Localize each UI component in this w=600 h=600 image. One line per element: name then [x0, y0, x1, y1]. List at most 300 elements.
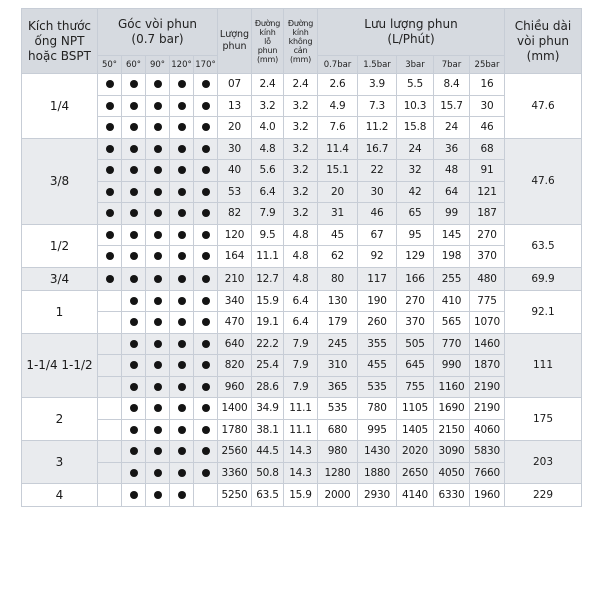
free-passage-cell: 3.2	[284, 203, 318, 225]
nozzle-length-cell: 47.6	[505, 138, 582, 224]
flow-cell: 166	[397, 267, 434, 290]
free-passage-cell: 7.9	[284, 376, 318, 398]
pressure-7-header: 7bar	[434, 56, 470, 74]
flow-cell: 780	[358, 398, 397, 420]
code-cell: 20	[218, 117, 252, 139]
angle-cell	[170, 181, 194, 203]
free-passage-cell: 11.1	[284, 398, 318, 420]
angle-cell	[194, 312, 218, 334]
flow-cell: 64	[434, 181, 470, 203]
flow-cell: 2.6	[318, 74, 358, 96]
angle-cell	[98, 160, 122, 182]
flow-cell: 1280	[318, 462, 358, 484]
flow-cell: 990	[434, 355, 470, 377]
angle-cell	[194, 117, 218, 139]
table-row	[22, 290, 582, 312]
filled-dot-icon	[178, 318, 186, 326]
nozzle-length-cell: 63.5	[505, 224, 582, 267]
filled-dot-icon	[178, 297, 186, 305]
filled-dot-icon	[202, 469, 210, 477]
filled-dot-icon	[130, 318, 138, 326]
angle-cell	[170, 290, 194, 312]
flow-cell: 565	[434, 312, 470, 334]
code-cell: 40	[218, 160, 252, 182]
free-passage-cell: 4.8	[284, 267, 318, 290]
angle-60-header: 60°	[122, 56, 146, 74]
angle-cell	[146, 181, 170, 203]
angle-cell	[170, 224, 194, 246]
angle-cell	[146, 419, 170, 441]
orifice-cell: 12.7	[252, 267, 284, 290]
filled-dot-icon	[202, 404, 210, 412]
code-header: Lượng phun	[218, 9, 252, 74]
filled-dot-icon	[130, 297, 138, 305]
free-passage-cell: 6.4	[284, 290, 318, 312]
filled-dot-icon	[106, 80, 114, 88]
orifice-cell: 5.6	[252, 160, 284, 182]
angle-cell	[170, 484, 194, 507]
filled-dot-icon	[106, 209, 114, 217]
free-passage-cell: 11.1	[284, 419, 318, 441]
flow-cell: 4.9	[318, 95, 358, 117]
flow-cell: 365	[318, 376, 358, 398]
filled-dot-icon	[178, 166, 186, 174]
flow-cell: 2190	[470, 398, 505, 420]
flow-cell: 260	[358, 312, 397, 334]
angle-cell	[194, 419, 218, 441]
angle-cell	[194, 160, 218, 182]
filled-dot-icon	[154, 209, 162, 217]
flow-cell: 1105	[397, 398, 434, 420]
flow-cell: 30	[470, 95, 505, 117]
angle-cell	[170, 203, 194, 225]
filled-dot-icon	[154, 297, 162, 305]
flow-cell: 355	[358, 333, 397, 355]
filled-dot-icon	[130, 404, 138, 412]
table-row	[22, 160, 582, 182]
angle-cell	[170, 398, 194, 420]
table-row	[22, 74, 582, 96]
nozzle-length-cell: 229	[505, 484, 582, 507]
flow-cell: 198	[434, 246, 470, 268]
angle-cell	[122, 290, 146, 312]
flow-cell: 2000	[318, 484, 358, 507]
angle-cell	[122, 95, 146, 117]
flow-cell: 145	[434, 224, 470, 246]
angle-cell	[122, 441, 146, 463]
flow-cell: 2930	[358, 484, 397, 507]
flow-cell: 80	[318, 267, 358, 290]
filled-dot-icon	[178, 209, 186, 217]
filled-dot-icon	[154, 145, 162, 153]
flow-header: Lưu lượng phun (L/Phút)	[318, 9, 505, 56]
flow-cell: 36	[434, 138, 470, 160]
filled-dot-icon	[130, 447, 138, 455]
flow-cell: 32	[397, 160, 434, 182]
free-passage-cell: 3.2	[284, 138, 318, 160]
flow-cell: 4050	[434, 462, 470, 484]
flow-cell: 46	[470, 117, 505, 139]
nozzle-length-cell: 69.9	[505, 267, 582, 290]
angle-cell	[98, 117, 122, 139]
filled-dot-icon	[178, 383, 186, 391]
flow-cell: 680	[318, 419, 358, 441]
free-passage-cell: 7.9	[284, 355, 318, 377]
flow-cell: 4060	[470, 419, 505, 441]
table-row	[22, 117, 582, 139]
flow-cell: 410	[434, 290, 470, 312]
angle-cell	[194, 462, 218, 484]
pressure-07-header: 0.7bar	[318, 56, 358, 74]
angle-cell	[122, 160, 146, 182]
orifice-cell: 4.0	[252, 117, 284, 139]
flow-cell: 3090	[434, 441, 470, 463]
angle-cell	[170, 419, 194, 441]
flow-cell: 370	[470, 246, 505, 268]
code-cell: 53	[218, 181, 252, 203]
code-cell: 07	[218, 74, 252, 96]
table-row	[22, 419, 582, 441]
flow-cell: 91	[470, 160, 505, 182]
angle-cell	[98, 398, 122, 420]
pressure-25-header: 25bar	[470, 56, 505, 74]
pipe-size-cell: 3/4	[22, 267, 98, 290]
pipe-size-cell: 3/8	[22, 138, 98, 224]
filled-dot-icon	[154, 383, 162, 391]
filled-dot-icon	[202, 123, 210, 131]
free-passage-cell: 3.2	[284, 160, 318, 182]
filled-dot-icon	[130, 252, 138, 260]
code-cell: 820	[218, 355, 252, 377]
angle-cell	[194, 398, 218, 420]
angle-cell	[194, 224, 218, 246]
angle-cell	[194, 74, 218, 96]
code-cell: 30	[218, 138, 252, 160]
flow-cell: 370	[397, 312, 434, 334]
angle-120-header: 120°	[170, 56, 194, 74]
filled-dot-icon	[178, 123, 186, 131]
orifice-cell: 2.4	[252, 74, 284, 96]
nozzle-length-cell: 175	[505, 398, 582, 441]
nozzle-spec-table	[21, 8, 582, 507]
flow-cell: 1690	[434, 398, 470, 420]
filled-dot-icon	[178, 188, 186, 196]
angle-cell	[170, 333, 194, 355]
nozzle-length-cell: 92.1	[505, 290, 582, 333]
angle-cell	[98, 224, 122, 246]
nozzle-length-cell: 111	[505, 333, 582, 398]
table-row	[22, 484, 582, 507]
code-cell: 120	[218, 224, 252, 246]
flow-cell: 11.4	[318, 138, 358, 160]
orifice-cell: 28.6	[252, 376, 284, 398]
angle-cell	[146, 333, 170, 355]
flow-cell: 645	[397, 355, 434, 377]
orifice-header: Đường kính lỗ phun (mm)	[252, 9, 284, 74]
filled-dot-icon	[130, 188, 138, 196]
pressure-3-header: 3bar	[397, 56, 434, 74]
angle-cell	[146, 376, 170, 398]
filled-dot-icon	[178, 340, 186, 348]
flow-cell: 8.4	[434, 74, 470, 96]
angle-cell	[146, 160, 170, 182]
filled-dot-icon	[202, 80, 210, 88]
flow-cell: 16.7	[358, 138, 397, 160]
free-passage-cell: 3.2	[284, 181, 318, 203]
flow-cell: 187	[470, 203, 505, 225]
filled-dot-icon	[202, 231, 210, 239]
flow-cell: 15.1	[318, 160, 358, 182]
flow-cell: 15.7	[434, 95, 470, 117]
angle-cell	[98, 203, 122, 225]
orifice-cell: 44.5	[252, 441, 284, 463]
filled-dot-icon	[178, 102, 186, 110]
filled-dot-icon	[154, 123, 162, 131]
flow-cell: 20	[318, 181, 358, 203]
filled-dot-icon	[202, 145, 210, 153]
flow-cell: 775	[470, 290, 505, 312]
angle-cell	[146, 203, 170, 225]
filled-dot-icon	[178, 80, 186, 88]
filled-dot-icon	[202, 361, 210, 369]
filled-dot-icon	[154, 447, 162, 455]
angle-cell	[98, 290, 122, 312]
flow-cell: 117	[358, 267, 397, 290]
filled-dot-icon	[154, 318, 162, 326]
filled-dot-icon	[202, 426, 210, 434]
angle-cell	[194, 290, 218, 312]
flow-cell: 755	[397, 376, 434, 398]
code-cell: 5250	[218, 484, 252, 507]
filled-dot-icon	[106, 123, 114, 131]
flow-cell: 1880	[358, 462, 397, 484]
angle-cell	[194, 181, 218, 203]
angle-cell	[122, 74, 146, 96]
angle-cell	[194, 355, 218, 377]
angle-cell	[170, 117, 194, 139]
length-header: Chiều dài vòi phun (mm)	[505, 9, 582, 74]
angle-cell	[122, 138, 146, 160]
orifice-cell: 50.8	[252, 462, 284, 484]
filled-dot-icon	[202, 383, 210, 391]
pipe-size-cell: 3	[22, 441, 98, 484]
angle-cell	[98, 462, 122, 484]
filled-dot-icon	[202, 102, 210, 110]
angle-cell	[146, 74, 170, 96]
flow-cell: 1460	[470, 333, 505, 355]
table-row	[22, 312, 582, 334]
code-cell: 210	[218, 267, 252, 290]
filled-dot-icon	[106, 166, 114, 174]
free-passage-cell: 15.9	[284, 484, 318, 507]
filled-dot-icon	[130, 102, 138, 110]
angle-cell	[98, 181, 122, 203]
flow-cell: 770	[434, 333, 470, 355]
angle-cell	[146, 267, 170, 290]
code-cell: 640	[218, 333, 252, 355]
flow-cell: 270	[397, 290, 434, 312]
filled-dot-icon	[130, 166, 138, 174]
angle-cell	[146, 312, 170, 334]
flow-cell: 245	[318, 333, 358, 355]
flow-cell: 5830	[470, 441, 505, 463]
pipe-size-cell: 1/4	[22, 74, 98, 139]
angle-cell	[146, 484, 170, 507]
filled-dot-icon	[178, 404, 186, 412]
filled-dot-icon	[154, 426, 162, 434]
filled-dot-icon	[154, 404, 162, 412]
flow-cell: 121	[470, 181, 505, 203]
flow-cell: 45	[318, 224, 358, 246]
flow-cell: 310	[318, 355, 358, 377]
angle-cell	[146, 95, 170, 117]
angle-cell	[98, 484, 122, 507]
free-passage-cell: 14.3	[284, 462, 318, 484]
flow-cell: 42	[397, 181, 434, 203]
flow-cell: 270	[470, 224, 505, 246]
filled-dot-icon	[178, 469, 186, 477]
table-row	[22, 138, 582, 160]
filled-dot-icon	[130, 209, 138, 217]
filled-dot-icon	[130, 361, 138, 369]
flow-cell: 16	[470, 74, 505, 96]
angle-cell	[98, 138, 122, 160]
filled-dot-icon	[202, 166, 210, 174]
filled-dot-icon	[130, 275, 138, 283]
table-row	[22, 398, 582, 420]
free-passage-cell: 3.2	[284, 117, 318, 139]
angle-cell	[194, 138, 218, 160]
angle-cell	[146, 290, 170, 312]
angle-cell	[122, 203, 146, 225]
angle-header: Góc vòi phun (0.7 bar)	[98, 9, 218, 56]
code-cell: 82	[218, 203, 252, 225]
filled-dot-icon	[202, 340, 210, 348]
filled-dot-icon	[154, 491, 162, 499]
angle-cell	[146, 224, 170, 246]
orifice-cell: 25.4	[252, 355, 284, 377]
filled-dot-icon	[130, 123, 138, 131]
pressure-15-header: 1.5bar	[358, 56, 397, 74]
angle-cell	[146, 246, 170, 268]
table-row	[22, 355, 582, 377]
flow-cell: 31	[318, 203, 358, 225]
flow-cell: 1070	[470, 312, 505, 334]
angle-cell	[170, 246, 194, 268]
angle-cell	[98, 267, 122, 290]
code-cell: 3360	[218, 462, 252, 484]
table-body	[22, 74, 582, 507]
free-passage-header: Đường kính không cản (mm)	[284, 9, 318, 74]
filled-dot-icon	[106, 231, 114, 239]
orifice-cell: 15.9	[252, 290, 284, 312]
table-row	[22, 224, 582, 246]
flow-cell: 48	[434, 160, 470, 182]
angle-cell	[98, 441, 122, 463]
angle-cell	[146, 138, 170, 160]
flow-cell: 46	[358, 203, 397, 225]
angle-cell	[122, 312, 146, 334]
flow-cell: 10.3	[397, 95, 434, 117]
table-row	[22, 246, 582, 268]
orifice-cell: 34.9	[252, 398, 284, 420]
angle-cell	[122, 333, 146, 355]
free-passage-cell: 6.4	[284, 312, 318, 334]
angle-cell	[122, 398, 146, 420]
flow-cell: 7.3	[358, 95, 397, 117]
angle-cell	[122, 462, 146, 484]
pipe-size-cell: 1-1/4 1-1/2	[22, 333, 98, 398]
angle-cell	[122, 246, 146, 268]
angle-cell	[122, 224, 146, 246]
flow-cell: 24	[397, 138, 434, 160]
flow-cell: 130	[318, 290, 358, 312]
flow-cell: 480	[470, 267, 505, 290]
flow-cell: 68	[470, 138, 505, 160]
code-cell: 1780	[218, 419, 252, 441]
flow-cell: 179	[318, 312, 358, 334]
size-header: Kích thước ống NPT hoặc BSPT	[22, 9, 98, 74]
table-row	[22, 333, 582, 355]
filled-dot-icon	[130, 426, 138, 434]
flow-cell: 7.6	[318, 117, 358, 139]
angle-cell	[146, 117, 170, 139]
orifice-cell: 4.8	[252, 138, 284, 160]
flow-cell: 15.8	[397, 117, 434, 139]
code-cell: 340	[218, 290, 252, 312]
angle-cell	[194, 484, 218, 507]
angle-cell	[98, 376, 122, 398]
filled-dot-icon	[202, 275, 210, 283]
angle-cell	[194, 246, 218, 268]
filled-dot-icon	[106, 102, 114, 110]
pipe-size-cell: 1/2	[22, 224, 98, 267]
orifice-cell: 19.1	[252, 312, 284, 334]
orifice-cell: 22.2	[252, 333, 284, 355]
angle-cell	[170, 138, 194, 160]
angle-cell	[98, 419, 122, 441]
filled-dot-icon	[106, 275, 114, 283]
angle-cell	[194, 376, 218, 398]
filled-dot-icon	[154, 252, 162, 260]
angle-cell	[98, 355, 122, 377]
angle-cell	[146, 398, 170, 420]
filled-dot-icon	[154, 102, 162, 110]
angle-cell	[170, 267, 194, 290]
orifice-cell: 63.5	[252, 484, 284, 507]
code-cell: 164	[218, 246, 252, 268]
angle-cell	[98, 95, 122, 117]
angle-cell	[170, 355, 194, 377]
flow-cell: 11.2	[358, 117, 397, 139]
orifice-cell: 3.2	[252, 95, 284, 117]
filled-dot-icon	[154, 275, 162, 283]
filled-dot-icon	[202, 318, 210, 326]
angle-cell	[122, 419, 146, 441]
filled-dot-icon	[202, 297, 210, 305]
filled-dot-icon	[178, 426, 186, 434]
flow-cell: 62	[318, 246, 358, 268]
angle-cell	[146, 441, 170, 463]
orifice-cell: 38.1	[252, 419, 284, 441]
flow-cell: 1870	[470, 355, 505, 377]
angle-cell	[122, 484, 146, 507]
filled-dot-icon	[154, 231, 162, 239]
filled-dot-icon	[202, 188, 210, 196]
angle-cell	[122, 267, 146, 290]
filled-dot-icon	[154, 188, 162, 196]
filled-dot-icon	[106, 252, 114, 260]
